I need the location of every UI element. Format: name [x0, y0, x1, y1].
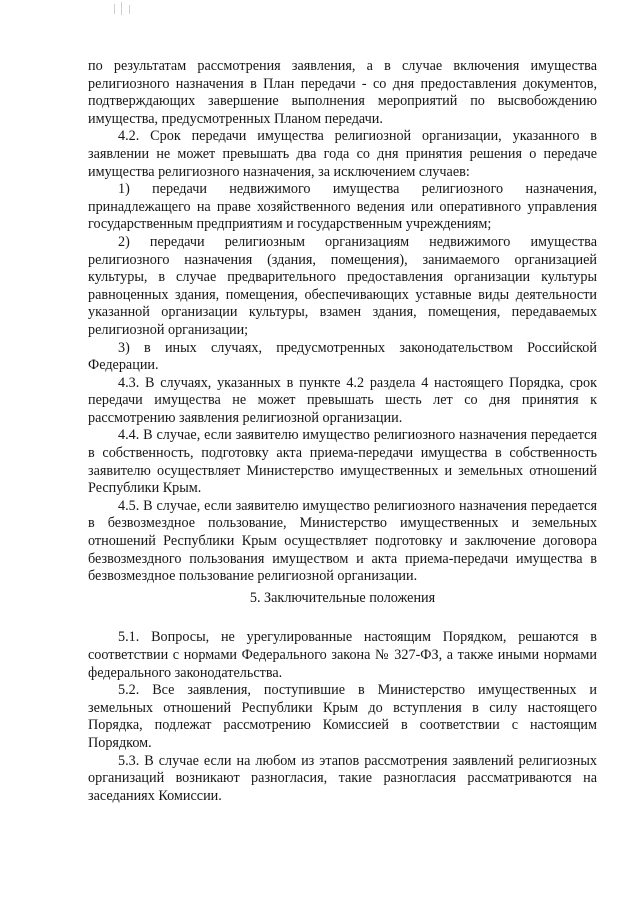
clause-5-1: 5.1. Вопросы, не урегулированные настоящим Порядком, решаются в соответствии с нормами Федерального закона № 327-ФЗ, а также иными нормами федерального законодательства.: [88, 629, 597, 681]
clause-5-2: 5.2. Все заявления, поступившие в Министерство имущественных и земельных отношений Республики Крым до вступления в силу настоящего Порядка, подлежат рассмотрению Комиссией в соответствии с настоящим Порядком.: [88, 682, 597, 751]
clause-4-2-item-1: 1) передачи недвижимого имущества религиозного назначения, принадлежащего на праве хозяйственного ведения или оперативного управления государственным предприятиям и государственным учреждениям;: [88, 181, 597, 233]
clause-4-2-item-2: 2) передачи религиозным организациям недвижимого имущества религиозного назначения (здания, помещения), занимаемого организацией культуры, в случае предварительного предоставления организации культуры равноценных здания, помещения, обеспечивающих уставные виды деятельности указанной организации культуры, взамен здания, помещения, передаваемых религиозной организации;: [88, 233, 597, 338]
paragraph-continuation: по результатам рассмотрения заявления, а в случае включения имущества религиозного назначения в План передачи - со дня предоставления документов, подтверждающих завершение выполнения мероприятий по высвобождению имущества, предусмотренных Планом передачи.: [88, 58, 597, 127]
clause-4-5: 4.5. В случае, если заявителю имущество религиозного назначения передается в безвозмездное пользование, Министерство имущественных и земельных отношений Республики Крым осуществляет подготовку и заключение договора безвозмездного пользования имуществом и акта приема-передачи имущества в безвозмездное пользование религиозной организации.: [88, 497, 597, 585]
clause-4-3: 4.3. В случаях, указанных в пункте 4.2 раздела 4 настоящего Порядка, срок передачи имущества не может превышать шесть лет со дня принятия к рассмотрению заявления религиозной организации.: [88, 374, 597, 426]
clause-4-2: 4.2. Срок передачи имущества религиозной организации, указанного в заявлении не может превышать два года со дня принятия решения о передаче имущества религиозного назначения, за исключением случаев:: [88, 128, 597, 180]
document-body: [88, 58, 597, 805]
scan-artifact: [112, 2, 136, 16]
clause-5-3: 5.3. В случае если на любом из этапов рассмотрения заявлений религиозных организаций возникают разногласия, такие разногласия рассматриваются на заседаниях Комиссии.: [88, 752, 597, 804]
section-5-heading: 5. Заключительные положения: [249, 589, 436, 606]
clause-4-2-item-3: 3) в иных случаях, предусмотренных законодательством Российской Федерации.: [88, 339, 597, 374]
clause-4-4: 4.4. В случае, если заявителю имущество религиозного назначения передается в собственность, подготовку акта приема-передачи имущества в собственность заявителю осуществляет Министерство имущественных и земельных отношений Республики Крым.: [88, 427, 597, 497]
